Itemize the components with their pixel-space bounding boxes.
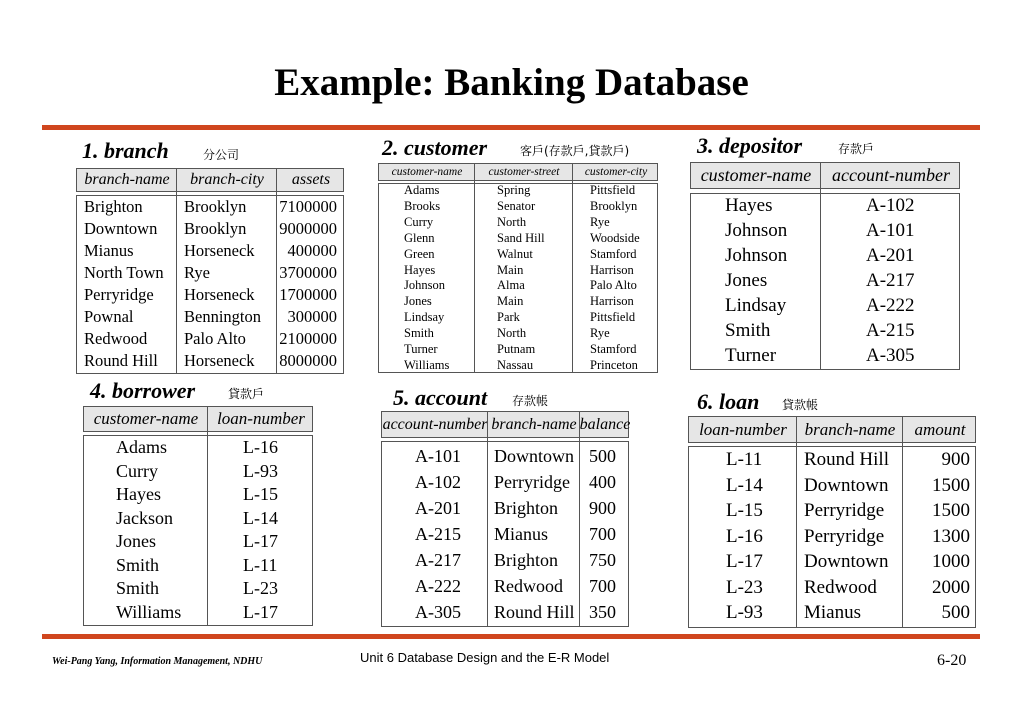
column-divider [796, 416, 797, 628]
table-cell: 900 [941, 449, 970, 470]
borrower-label: 4. borrower [90, 378, 196, 403]
table-cell: L-17 [243, 601, 278, 622]
table-cell: 1300 [932, 525, 970, 547]
table-cell: Perryridge [804, 500, 885, 521]
table-cell: 9000000 [279, 219, 337, 238]
header-cell: amount [914, 419, 966, 439]
table-cell: Senator [497, 198, 536, 213]
column-divider [820, 162, 821, 370]
account-table [381, 411, 629, 627]
table-cell: A-215 [866, 320, 915, 341]
table-cell: L-15 [243, 484, 278, 504]
table-cell: Pownal [84, 307, 134, 326]
header-cell: customer-name [700, 165, 812, 185]
table-cell: Williams [116, 601, 182, 622]
branch-table [76, 168, 344, 374]
table-cell: Mianus [804, 602, 861, 623]
table-cell: L-93 [726, 602, 763, 623]
borrower-chinese-label: 貸款戶 [228, 387, 265, 401]
loan-label: 6. loan [697, 389, 760, 414]
account-branch-column [494, 443, 575, 625]
customer-label: 2. customer [382, 135, 488, 160]
table-cell: 7100000 [279, 197, 337, 216]
table-cell: 2000 [932, 576, 970, 598]
table-cell: Turner [404, 342, 438, 357]
branch-chinese-label: 分公司 [203, 148, 240, 162]
table-cell: Brighton [494, 550, 559, 570]
table-cell: Princeton [590, 357, 638, 372]
table-cell: 750 [589, 550, 616, 570]
table-cell: L-23 [726, 576, 763, 598]
table-cell: Curry [404, 214, 434, 229]
table-cell: Hayes [116, 484, 161, 504]
depositor-table [690, 162, 960, 370]
table-cell: L-15 [726, 500, 763, 521]
table-cell: 400 [589, 472, 616, 492]
loan-chinese-label: 貸款帳 [782, 398, 819, 412]
customer-city-column [590, 183, 640, 374]
table-cell: Round Hill [84, 351, 158, 370]
footer-author: Wei-Pang Yang, Information Management, NDHU [52, 656, 263, 667]
table-cell: Brooklyn [590, 198, 638, 213]
column-divider [207, 406, 208, 626]
table-cell: Hayes [725, 195, 773, 216]
table-cell: A-305 [415, 602, 461, 622]
table-cell: 1500 [932, 474, 970, 496]
table-cell: A-305 [866, 345, 915, 366]
table-cell: Downtown [84, 219, 158, 238]
table-cell: Redwood [494, 576, 563, 596]
table-cell: Hayes [404, 262, 436, 277]
table-cell: Harrison [590, 262, 634, 277]
account-table-header [381, 411, 629, 438]
amount-column [902, 447, 970, 626]
table-cell: Downtown [494, 446, 574, 466]
table-cell: Woodside [590, 230, 640, 245]
table-cell: 400000 [287, 241, 337, 260]
table-cell: North [497, 214, 527, 229]
header-cell: loan-number [699, 419, 787, 439]
header-cell: customer-name [391, 166, 463, 178]
table-cell: A-222 [415, 576, 461, 596]
table-cell: Horseneck [184, 241, 255, 260]
table-cell: Smith [725, 320, 771, 341]
table-cell: A-101 [866, 220, 915, 241]
table-cell: Nassau [497, 357, 534, 372]
account-label: 5. account [393, 385, 488, 410]
table-cell: Harrison [590, 294, 634, 309]
customer-name-column [404, 183, 449, 374]
table-cell: 700 [589, 576, 616, 596]
loan-branch-column [804, 447, 889, 626]
table-cell: Rye [184, 263, 210, 282]
table-cell: Johnson [725, 245, 788, 266]
table-cell: A-201 [415, 498, 461, 518]
table-cell: Jones [404, 294, 432, 309]
table-cell: Sand Hill [497, 230, 545, 245]
table-cell: Main [497, 262, 524, 277]
header-cell: customer-street [488, 166, 560, 178]
depositor-chinese-label: 存款戶 [838, 142, 875, 156]
customer-chinese-label: 客戶(存款戶,貸款戶) [520, 144, 630, 158]
table-cell: Bennington [184, 307, 261, 326]
table-cell: Turner [725, 345, 777, 366]
table-cell: Brooks [404, 198, 441, 213]
table-cell: 3700000 [279, 263, 337, 282]
depositor-label: 3. depositor [697, 133, 803, 158]
table-cell: Johnson [725, 220, 788, 241]
loan-table [688, 416, 976, 628]
assets-column [276, 196, 337, 372]
table-cell: Rye [590, 214, 610, 229]
table-cell: Walnut [497, 246, 533, 261]
table-cell: A-222 [866, 295, 915, 316]
table-cell: 2100000 [279, 329, 337, 348]
header-cell: loan-number [217, 409, 305, 428]
table-cell: Brooklyn [184, 219, 247, 238]
table-cell: A-215 [415, 524, 461, 544]
table-cell: Jackson [116, 507, 173, 528]
header-cell: assets [291, 171, 331, 188]
table-cell: A-217 [866, 270, 915, 291]
table-cell: Glenn [404, 230, 435, 245]
table-cell: North [497, 326, 527, 341]
table-cell: Horseneck [184, 351, 255, 370]
table-cell: Jones [725, 270, 768, 291]
borrower-customer-column [116, 436, 181, 624]
table-cell: L-93 [243, 460, 278, 481]
loan-number-column [726, 447, 763, 626]
table-cell: Lindsay [404, 310, 445, 325]
table-cell: Palo Alto [590, 278, 637, 293]
table-cell: L-16 [726, 525, 763, 547]
table-cell: Johnson [404, 278, 445, 293]
slide-title: Example: Banking Database [274, 61, 749, 104]
table-cell: L-11 [726, 449, 763, 470]
table-cell: Spring [497, 183, 531, 197]
table-cell: Putnam [497, 342, 536, 357]
table-cell: Perryridge [804, 525, 885, 547]
header-cell: account-number [382, 415, 488, 433]
borrower-table [83, 406, 313, 626]
table-cell: A-217 [415, 550, 461, 570]
table-cell: Redwood [804, 576, 877, 598]
header-cell: customer-city [584, 166, 648, 178]
column-divider [487, 411, 488, 627]
column-divider [474, 163, 475, 373]
header-cell: branch-city [190, 171, 264, 188]
table-cell: 700 [589, 524, 616, 544]
table-cell: Mianus [494, 524, 548, 544]
table-cell: Downtown [804, 474, 889, 496]
branch-name-column [84, 196, 164, 372]
column-divider [579, 411, 580, 627]
depositor-customer-column [725, 193, 787, 368]
column-divider [572, 163, 573, 373]
table-cell: Smith [404, 326, 434, 341]
table-cell: 8000000 [279, 351, 337, 370]
table-cell: Curry [116, 460, 158, 481]
table-cell: Redwood [84, 329, 148, 348]
table-cell: Mianus [84, 241, 134, 260]
table-cell: A-102 [415, 472, 461, 492]
account-number-column [415, 443, 461, 625]
depositor-account-column [866, 193, 915, 368]
table-cell: 300000 [287, 307, 337, 326]
branch-city-column [184, 196, 261, 372]
table-cell: Round Hill [494, 602, 575, 622]
column-divider [176, 168, 177, 374]
table-cell: Brighton [84, 197, 143, 216]
table-cell: Green [404, 246, 435, 261]
table-cell: North Town [84, 263, 164, 282]
table-cell: L-23 [243, 578, 278, 598]
table-cell: L-14 [243, 507, 278, 528]
footer-unit-title: Unit 6 Database Design and the E-R Model [360, 650, 610, 665]
table-cell: 1700000 [279, 285, 337, 304]
customer-table [378, 163, 658, 373]
table-cell: Pittsfield [590, 310, 636, 325]
table-cell: Perryridge [494, 472, 570, 492]
table-cell: Adams [116, 437, 167, 457]
bottom-divider [42, 634, 980, 639]
table-cell: Stamford [590, 342, 637, 357]
table-cell: Park [497, 310, 520, 325]
top-divider [42, 125, 980, 130]
table-cell: L-11 [243, 554, 278, 575]
table-cell: Round Hill [804, 449, 889, 470]
table-cell: Perryridge [84, 285, 154, 304]
header-cell: balance [579, 415, 631, 433]
header-cell: branch-name [804, 419, 896, 439]
table-cell: L-16 [243, 437, 278, 457]
borrower-table-header [83, 406, 313, 432]
loan-table-header [688, 416, 976, 443]
table-cell: Pittsfield [590, 183, 636, 197]
table-cell: Rye [590, 326, 610, 341]
depositor-table-header [690, 162, 960, 189]
table-cell: Williams [404, 357, 450, 372]
table-cell: Palo Alto [184, 329, 246, 348]
header-cell: account-number [832, 165, 950, 185]
table-cell: A-101 [415, 446, 461, 466]
table-cell: L-17 [726, 551, 763, 572]
table-cell: 900 [589, 498, 616, 518]
table-cell: Horseneck [184, 285, 255, 304]
table-cell: A-201 [866, 245, 915, 266]
table-cell: 1500 [932, 500, 970, 521]
table-cell: Alma [497, 278, 525, 293]
table-cell: Lindsay [725, 295, 787, 316]
table-cell: Brooklyn [184, 197, 247, 216]
table-cell: 1000 [932, 551, 970, 572]
customer-street-column [497, 183, 545, 374]
branch-label: 1. branch [82, 138, 169, 163]
header-cell: branch-name [84, 171, 170, 188]
table-cell: Smith [116, 578, 160, 598]
table-cell: 350 [589, 602, 616, 622]
table-cell: 500 [589, 446, 616, 466]
balance-column [589, 443, 616, 625]
borrower-loan-column [243, 436, 278, 624]
table-cell: Downtown [804, 551, 889, 572]
table-cell: Smith [116, 554, 160, 575]
table-cell: 500 [941, 602, 970, 623]
header-cell: customer-name [93, 409, 199, 428]
account-chinese-label: 存款帳 [512, 394, 549, 408]
table-cell: Main [497, 294, 524, 309]
table-cell: L-14 [726, 474, 763, 496]
table-cell: Jones [116, 531, 156, 551]
header-cell: branch-name [491, 415, 577, 433]
table-cell: Stamford [590, 246, 637, 261]
table-cell: A-102 [866, 195, 915, 216]
branch-table-header [76, 168, 344, 192]
table-cell: Adams [404, 183, 440, 197]
table-cell: L-17 [243, 531, 278, 551]
page-number: 6-20 [937, 652, 967, 669]
table-cell: Brighton [494, 498, 559, 518]
customer-table-header [378, 163, 658, 181]
